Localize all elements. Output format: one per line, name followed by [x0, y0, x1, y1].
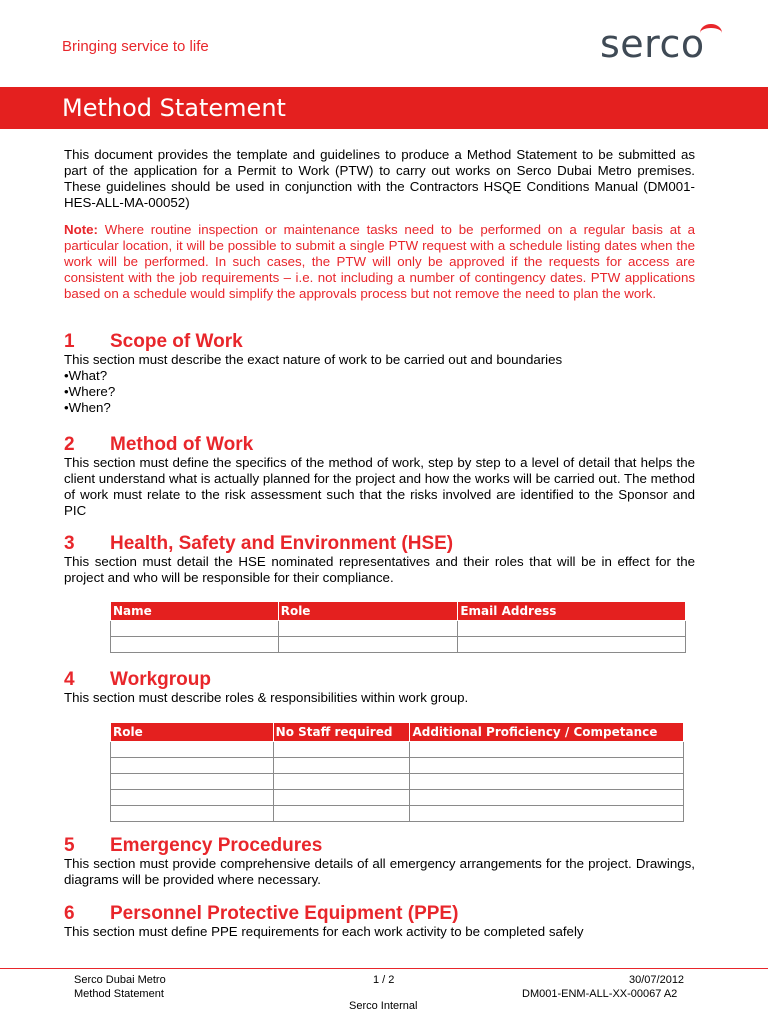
table-cell[interactable]	[278, 637, 458, 653]
hse-table	[110, 601, 686, 653]
section-title: Emergency Procedures	[110, 835, 323, 856]
section-5-heading	[64, 835, 322, 857]
column-header: Name	[111, 602, 279, 621]
note-paragraph	[64, 222, 695, 302]
column-header: Role	[278, 602, 458, 621]
table-row	[111, 742, 684, 758]
section-2-text: This section must define the specifics of the method of work, step by step to a level of detail that helps the client understand what is actually planned for the project and how the works will be carried out. The method of work must relate to the risk assessment such that the risks involved are identified to the Sponsor and PIC	[64, 455, 695, 518]
section-6-heading	[64, 903, 458, 925]
section-number: 5	[64, 835, 75, 856]
section-number: 2	[64, 434, 75, 455]
section-3-text: This section must detail the HSE nominated representatives and their roles that will be in effect for the project and who will be responsible for their compliance.	[64, 554, 695, 585]
page-title: Method Statement	[62, 94, 286, 122]
section-2-heading	[64, 434, 253, 456]
table-cell[interactable]	[458, 637, 686, 653]
table-cell[interactable]	[458, 621, 686, 637]
section-3-heading	[64, 533, 453, 555]
section-4-heading	[64, 669, 211, 691]
footer-doc-title: Method Statement	[74, 988, 164, 1000]
table-cell[interactable]	[111, 637, 279, 653]
list-item: • What?	[64, 368, 115, 384]
table-cell[interactable]	[273, 790, 410, 806]
section-number: 4	[64, 669, 75, 690]
table-row	[111, 774, 684, 790]
table-cell[interactable]	[410, 790, 684, 806]
column-header: No Staff required	[273, 723, 410, 742]
table-row	[111, 790, 684, 806]
section-title: Scope of Work	[110, 331, 243, 352]
note-text: Where routine inspection or maintenance tasks need to be performed on a regular basis at a particular location, it will be possible to submit a single PTW request with a schedule listing dates when the work will be performed. In such cases, the PTW will only be approved if the requests for access are consistent with the job requirements – i.e. not including a number of contingency dates. PTW applications based on a schedule would simplify the approvals process but not remove the need to plan the work.	[64, 222, 695, 301]
intro-paragraph: This document provides the template and guidelines to produce a Method Statement to be submitted as part of the application for a Permit to Work (PTW) to carry out works on Serco Dubai Metro premises. These guidelines should be used in conjunction with the Contractors HSQE Conditions Manual (DM001-HES-ALL-MA-00052)	[64, 147, 695, 210]
table-header-row	[111, 602, 686, 621]
table-cell[interactable]	[273, 758, 410, 774]
table-cell[interactable]	[273, 806, 410, 822]
section-6-text: This section must define PPE requirements for each work activity to be completed safely	[64, 924, 584, 939]
table-cell[interactable]	[410, 742, 684, 758]
scope-bullets	[64, 368, 115, 416]
section-title: Workgroup	[110, 669, 211, 690]
section-number: 6	[64, 903, 75, 924]
section-title: Health, Safety and Environment (HSE)	[110, 533, 454, 554]
logo-swoosh-icon	[700, 24, 722, 42]
table-cell[interactable]	[111, 758, 274, 774]
table-cell[interactable]	[273, 774, 410, 790]
note-label: Note:	[64, 222, 98, 237]
table-row	[111, 758, 684, 774]
column-header: Additional Proficiency / Competance	[410, 723, 684, 742]
footer-classification: Serco Internal	[349, 1000, 418, 1012]
table-cell[interactable]	[111, 621, 279, 637]
footer-org: Serco Dubai Metro	[74, 974, 166, 986]
section-number: 1	[64, 331, 75, 352]
workgroup-table	[110, 722, 684, 822]
serco-logo: serco	[600, 22, 705, 66]
section-number: 3	[64, 533, 75, 554]
list-item: • When?	[64, 400, 115, 416]
table-cell[interactable]	[410, 758, 684, 774]
section-5-text: This section must provide comprehensive details of all emergency arrangements for the project. Drawings, diagrams will be provided where necessary.	[64, 856, 695, 887]
footer-date: 30/07/2012	[629, 974, 685, 986]
table-cell[interactable]	[410, 774, 684, 790]
footer-divider	[0, 968, 768, 969]
table-row	[111, 621, 686, 637]
column-header: Email Address	[458, 602, 686, 621]
table-cell[interactable]	[111, 806, 274, 822]
footer-doc-ref: DM001-ENM-ALL-XX-00067 A2	[522, 988, 678, 1000]
list-item: • Where?	[64, 384, 115, 400]
footer-page-number: 1 / 2	[373, 974, 395, 986]
table-cell[interactable]	[410, 806, 684, 822]
table-cell[interactable]	[278, 621, 458, 637]
table-cell[interactable]	[273, 742, 410, 758]
tagline: Bringing service to life	[62, 38, 209, 55]
section-title: Method of Work	[110, 434, 254, 455]
table-row	[111, 637, 686, 653]
section-title: Personnel Protective Equipment (PPE)	[110, 903, 459, 924]
table-header-row	[111, 723, 684, 742]
section-1-text: This section must describe the exact nature of work to be carried out and boundaries	[64, 352, 563, 367]
table-row	[111, 806, 684, 822]
table-cell[interactable]	[111, 790, 274, 806]
section-4-text: This section must describe roles & responsibilities within work group.	[64, 690, 469, 705]
table-cell[interactable]	[111, 742, 274, 758]
section-1-heading	[64, 331, 243, 353]
table-cell[interactable]	[111, 774, 274, 790]
column-header: Role	[111, 723, 274, 742]
